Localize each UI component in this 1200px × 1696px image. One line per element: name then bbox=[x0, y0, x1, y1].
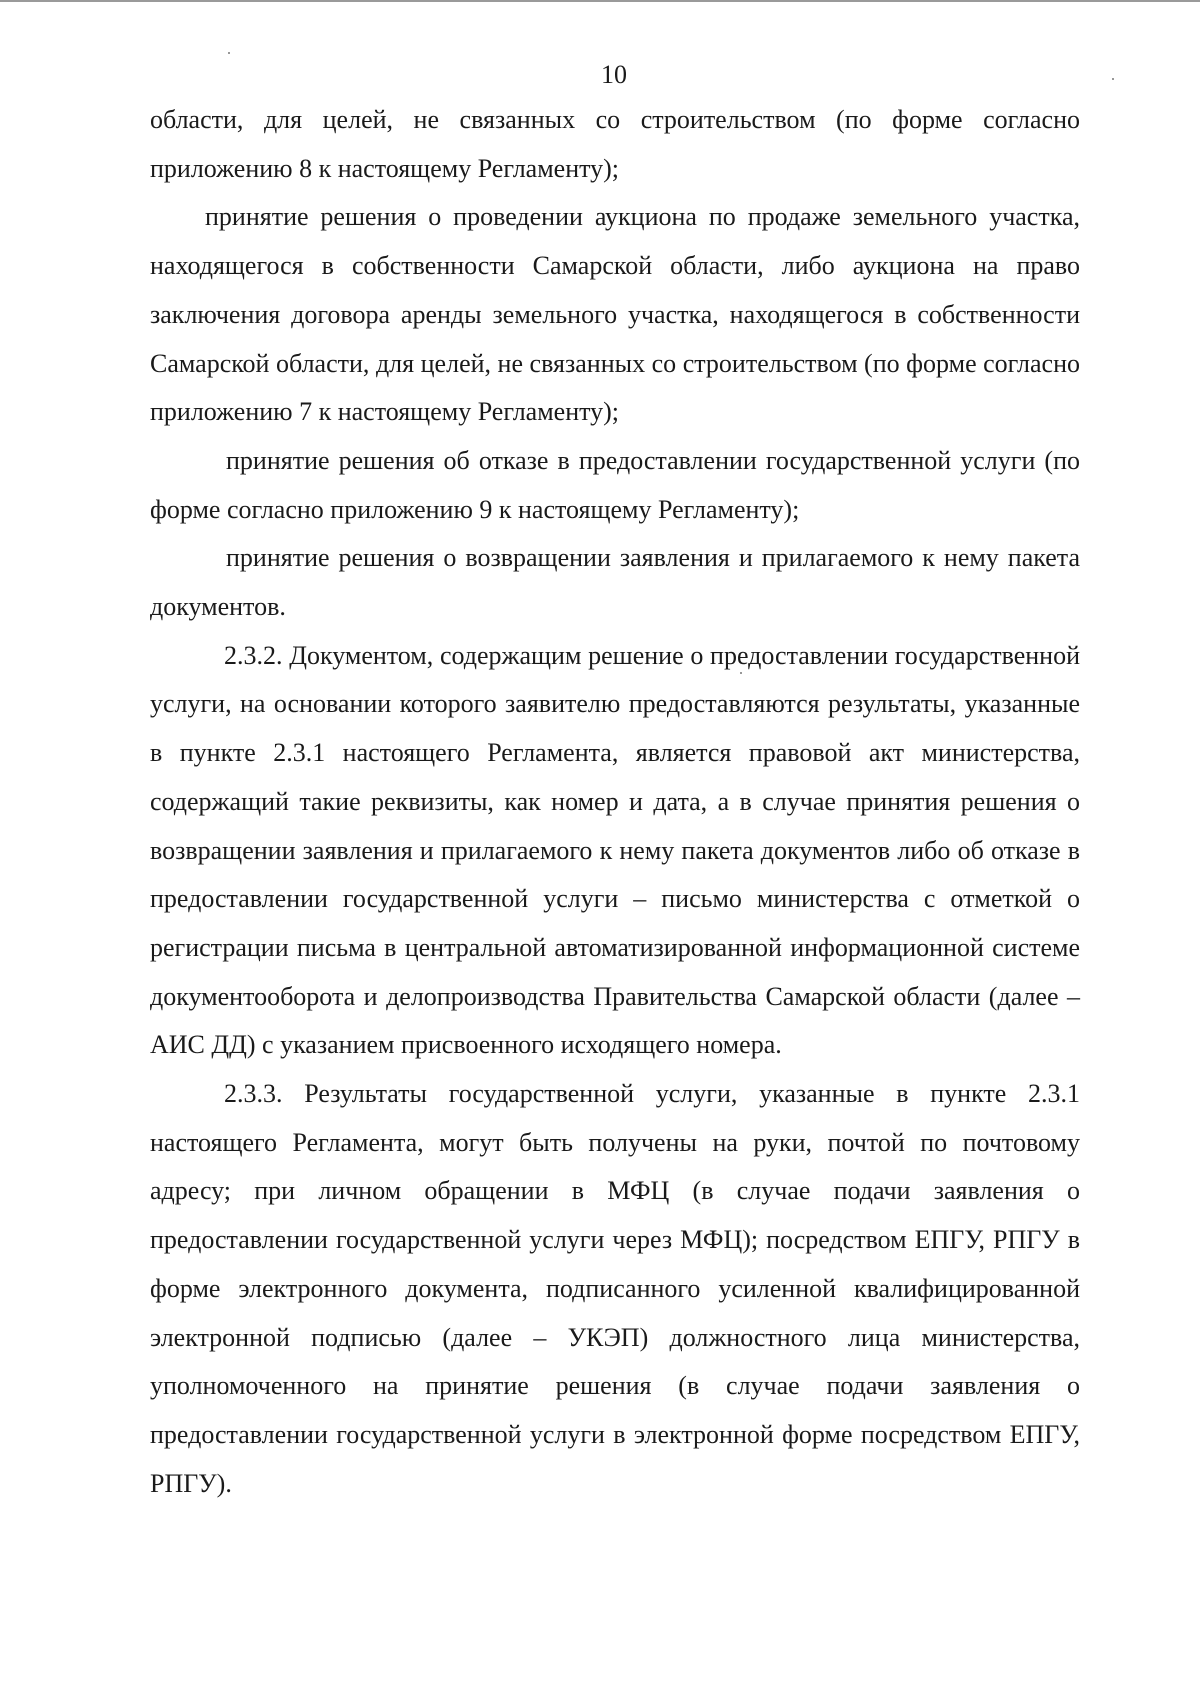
page-number: 10 bbox=[601, 60, 627, 89]
document-body bbox=[150, 96, 1080, 1508]
scan-top-border bbox=[0, 0, 1200, 2]
paragraph-2-3-2: 2.3.2. Документом, содержащим решение о предоставлении государственной услуги, на основании которого заявителю предоставляются результаты, указанные в пункте 2.3.1 настоящего Регламента, является правовой акт министерства, содержащий такие реквизиты, как номер и дата, а в случае принятия решения о возвращении заявления и прилагаемого к нему пакета документов либо об отказе в предоставлении государственной услуги – письмо министерства с отметкой о регистрации письма в центральной автоматизированной информационной системе документооборота и делопроизводства Правительства Самарской области (далее – АИС ДД) с указанием присвоенного исходящего номера. bbox=[150, 640, 1080, 1060]
paragraph-2-3-3: 2.3.3. Результаты государственной услуги, указанные в пункте 2.3.1 настоящего Регламента, могут быть получены на руки, почтой по почтовому адресу; при личном обращении в МФЦ (в случае подачи заявления о предоставлении государственной услуги через МФЦ); посредством ЕПГУ, РПГУ в форме электронного документа, подписанного усиленной квалифицированной электронной подписью (далее – УКЭП) должностного лица министерства, уполномоченного на принятие решения (в случае подачи заявления о предоставлении государственной услуги в электронной форме посредством ЕПГУ, РПГУ). bbox=[150, 1079, 1080, 1498]
paragraph-return-decision: принятие решения о возвращении заявления и прилагаемого к нему пакета документов. bbox=[150, 543, 1080, 622]
paragraph-auction-decision: принятие решения о проведении аукциона по продаже земельного участка, находящегося в собственности Самарской области, либо аукциона на право заключения договора аренды земельного участка, находящегося в собственности Самарской области, для целей, не связанных со строительством (по форме согласно приложению 7 к настоящему Регламенту); bbox=[150, 202, 1080, 427]
paragraph-continuation: области, для целей, не связанных со строительством (по форме согласно приложению 8 к настоящему Регламенту); bbox=[150, 105, 1080, 183]
scan-speck bbox=[228, 52, 230, 54]
paragraph-refusal-decision: принятие решения об отказе в предоставлении государственной услуги (по форме согласно приложению 9 к настоящему Регламенту); bbox=[150, 445, 1080, 524]
